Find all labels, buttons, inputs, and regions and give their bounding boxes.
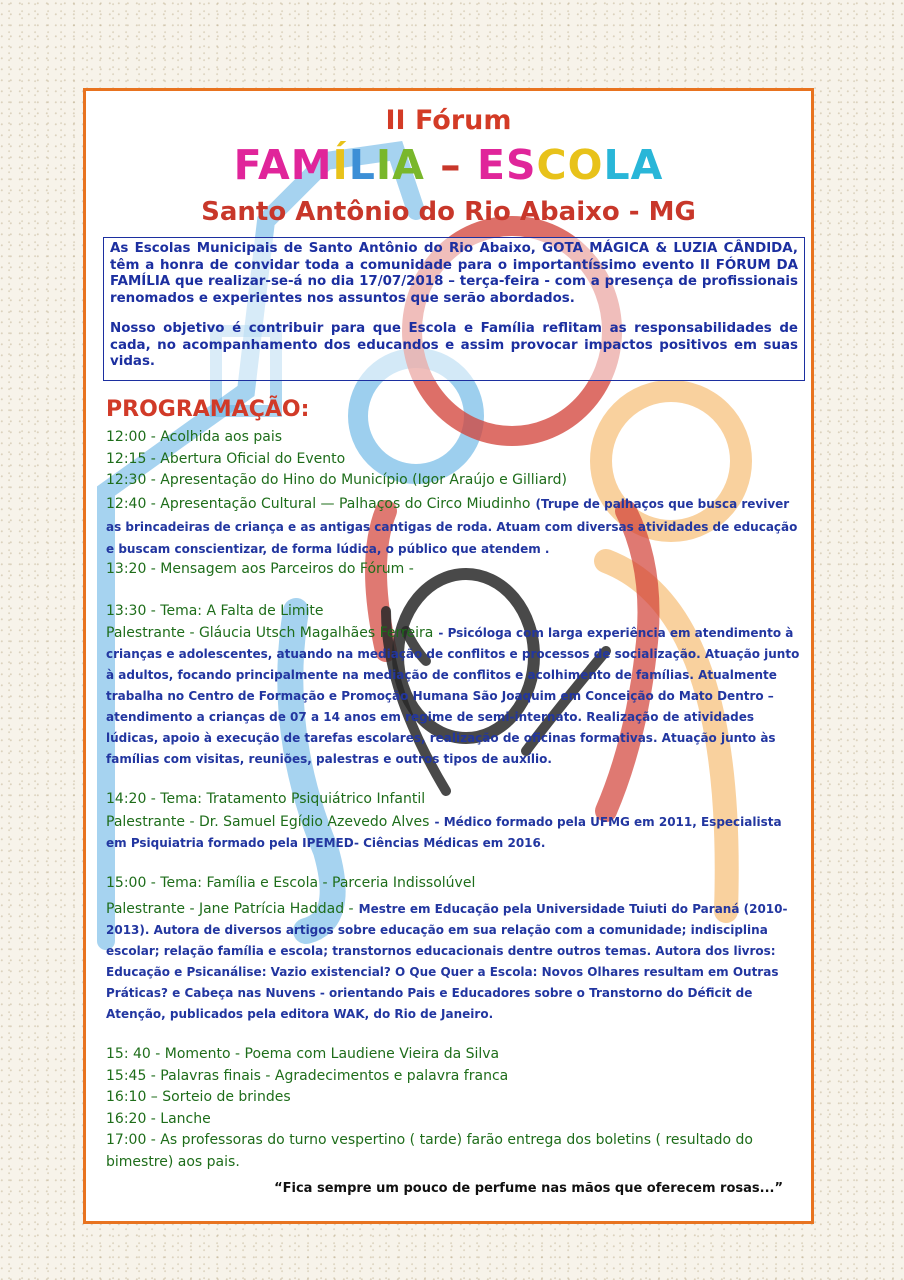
forum-name-segment: IA (375, 141, 425, 189)
talk-title: 13:30 - Tema: A Falta de Limite (106, 602, 324, 619)
objective-paragraph: Nosso objetivo é contribuir para que Escola e Família reflitam as responsabilidades de cada, no acompanhamento dos educandos e assim provocar impactos positivos em suas vidas. (110, 321, 798, 369)
talk-speaker-block (106, 898, 806, 1024)
invitation-paragraph: As Escolas Municipais de Santo Antônio do Rio Abaixo, GOTA MÁGICA & LUZIA CÂNDIDA, têm a honra de convidar toda a comunidade para o importantíssimo evento II FÓRUM DA FAMÍLIA que realizar-se-á no dia 17/07/2018 – terça-feira - com a presença de profissionais renomados e experientes nos assuntos que serão abordados. (110, 241, 798, 306)
speaker-bio: - Médico formado pela UFMG em 2011, Especialista em Psiquiatria formado pela IPEMED- Ciências Médicas em 2016. (106, 814, 782, 850)
forum-name-segment: – (424, 141, 477, 189)
schedule-item: 12:30 - Apresentação do Hino do Município (Igor Araújo e Gilliard) (106, 472, 568, 488)
forum-name-segment: ES (476, 141, 537, 189)
forum-name-segment: L (348, 141, 376, 189)
programming-heading: PROGRAMAÇÃO: (106, 397, 310, 422)
schedule-item: 12:00 - Acolhida aos pais (106, 429, 282, 445)
schedule-item: 12:15 - Abertura Oficial do Evento (106, 450, 346, 467)
talk-title: 14:20 - Tema: Tratamento Psiquiátrico Infantil (106, 791, 426, 807)
speaker-name: Palestrante - Dr. Samuel Egídio Azevedo Alves (106, 813, 430, 830)
speaker-bio: - Psicóloga com larga experiência em atendimento à crianças e adolescentes, atuando na mediação de conflitos e processos de socialização. Atuação junto à adultos, focando principalmente na mediação de conflitos e acolhimento de famílias. Atualmente trabalha no Centro de Formação e Promoção Humana São Joaquim em Conceição do Mato Dentro – atendimento a crianças de 07 a 14 anos em regime de semi-internato. Realização de atividades lúdicas, apoio à execução de tarefas escolares, realização de oficinas formativas. Atuação junto às famílias com visitas, reuniões, palestras e outros tipos de auxílio. (106, 626, 800, 766)
schedule-item: 15: 40 - Momento - Poema com Laudiene Vieira da Silva (106, 1046, 500, 1062)
forum-name-segment: LA (603, 141, 664, 189)
poster-frame (83, 88, 814, 1224)
schedule-item: 16:10 – Sorteio de brindes (106, 1089, 291, 1105)
talk-title: 15:00 - Tema: Família e Escola - Parceria Indissolúvel (106, 874, 476, 891)
schedule-list (106, 427, 806, 1173)
schedule-item-cultural (106, 492, 806, 560)
speaker-name: Palestrante - Jane Patrícia Haddad - (106, 901, 354, 917)
schedule-item: 13:20 - Mensagem aos Parceiros do Fórum - (106, 561, 414, 577)
forum-name-segment: Í (332, 141, 349, 189)
speaker-bio: Mestre em Educação pela Universidade Tuiuti do Paraná (2010-2013). Autora de diversos artigos sobre educação em sua relação com a comunidade; indisciplina escolar; relação família e escola; transtornos educacionais dentre outros temas. Autora dos livros: Educação e Psicanálise: Vazio existencial? O Que Quer a Escola: Novos Olhares resultam em Outras Práticas? e Cabeça nas Nuvens - orientando Pais e Educadores sobre o Transtorno do Déficit de Atenção, publicados pela editora WAK, do Rio de Janeiro. (106, 902, 788, 1021)
forum-title: II Fórum (385, 105, 512, 136)
closing-quote: “Fica sempre um pouco de perfume nas mãos que oferecem rosas...” (274, 1181, 783, 1196)
schedule-item-description: (Trupe de palhaços que busca reviver as brincadeiras de criança e as antigas cantigas de roda. Atuam com diversas atividades de educação e buscam conscientizar, de forma lúdica, o público que atendem . (106, 496, 798, 556)
speaker-name: Palestrante - Gláucia Utsch Magalhães Ferreira (106, 625, 434, 641)
schedule-item: 15:45 - Palavras finais - Agradecimentos e palavra franca (106, 1067, 509, 1084)
schedule-item: 17:00 - As professoras do turno vespertino ( tarde) farão entrega dos boletins ( resultado do bimestre) aos pais. (106, 1132, 753, 1170)
schedule-item: 16:20 - Lanche (106, 1110, 211, 1127)
talk-speaker-block (106, 622, 806, 769)
forum-name-segment: CO (536, 141, 604, 189)
forum-city: Santo Antônio do Rio Abaixo - MG (201, 197, 696, 227)
invitation-box (103, 237, 805, 381)
talk-speaker-block (106, 811, 806, 853)
schedule-item-title: 12:40 - Apresentação Cultural — Palhaços do Circo Miudinho (106, 495, 531, 512)
forum-name-segment: FAM (233, 141, 333, 189)
forum-name (86, 141, 811, 189)
